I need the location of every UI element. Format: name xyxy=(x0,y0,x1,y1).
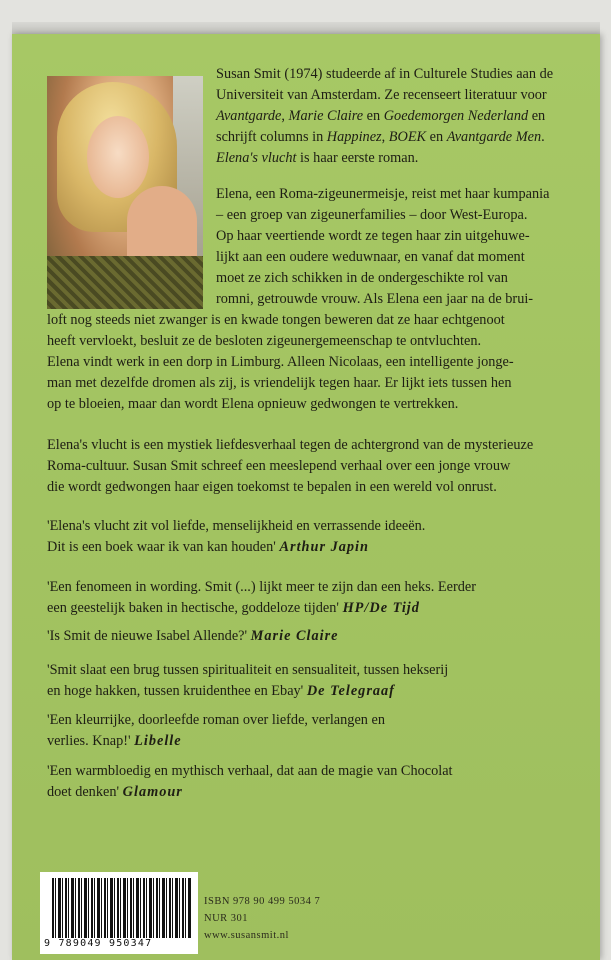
bio-line: Elena's vlucht is haar eerste roman. xyxy=(216,150,419,166)
summary-line: Elena's vlucht is een mystiek liefdesverhaal tegen de achtergrond van de mysterieuze xyxy=(47,437,534,453)
review-quote: 'Is Smit de nieuwe Isabel Allende?' Marie Claire xyxy=(47,628,339,644)
synopsis-line: man met dezelfde dromen als zij, is vriendelijk tegen haar. Er lijkt iets tussen hen xyxy=(47,375,512,391)
review xyxy=(47,626,339,647)
review-quote: doet denken' Glamour xyxy=(47,784,183,800)
review xyxy=(47,761,453,803)
review-quote: 'Elena's vlucht zit vol liefde, menselijkheid en verrassende ideeën. xyxy=(47,518,426,534)
review-source: De Telegraaf xyxy=(306,683,395,699)
barcode xyxy=(40,872,198,954)
synopsis-line: Elena, een Roma-zigeunermeisje, reist met haar kumpania xyxy=(216,186,550,202)
review-source: Arthur Japin xyxy=(279,539,369,555)
nur-code: NUR 301 xyxy=(204,913,249,924)
bio-line: Avantgarde, Marie Claire en Goedemorgen Nederland en xyxy=(216,108,546,124)
review xyxy=(47,516,425,558)
review-source: Glamour xyxy=(122,784,183,800)
synopsis-wrapped xyxy=(216,184,549,310)
review-quote: 'Smit slaat een brug tussen spiritualiteit en sensualiteit, tussen hekserij xyxy=(47,662,449,678)
author-bio xyxy=(216,64,553,169)
review-quote: en hoge hakken, tussen kruidenthee en Ebay' De Telegraaf xyxy=(47,683,395,699)
synopsis-line: lijkt aan een oudere weduwnaar, en vanaf dat moment xyxy=(216,249,525,265)
bio-line: Universiteit van Amsterdam. Ze recenseert literatuur voor xyxy=(216,87,547,103)
review xyxy=(47,710,385,752)
review-source: Marie Claire xyxy=(250,628,339,644)
summary-line: Roma-cultuur. Susan Smit schreef een meeslepend verhaal over een jonge vrouw xyxy=(47,458,511,474)
barcode-bars xyxy=(52,878,192,938)
synopsis-line: op te bloeien, maar dan wordt Elena opnieuw gedwongen te vertrekken. xyxy=(47,396,459,412)
review xyxy=(47,660,448,702)
author-photo xyxy=(47,76,203,309)
review-quote: een geestelijk baken in hectische, goddeloze tijden' HP/De Tijd xyxy=(47,600,420,616)
bio-line: schrijft columns in Happinez, BOEK en Avantgarde Men. xyxy=(216,129,545,145)
review-quote: 'Een fenomeen in wording. Smit (...) lijkt meer te zijn dan een heks. Eerder xyxy=(47,579,476,595)
synopsis-line: loft nog steeds niet zwanger is en kwade tongen beweren dat ze haar echtgenoot xyxy=(47,312,505,328)
barcode-number: 9 789049 950347 xyxy=(44,938,153,949)
synopsis-line: Op haar veertiende wordt ze tegen haar zin uitgehuwe- xyxy=(216,228,530,244)
review-quote: Dit is een boek waar ik van kan houden' Arthur Japin xyxy=(47,539,369,555)
review-source: HP/De Tijd xyxy=(342,600,420,616)
website: www.susansmit.nl xyxy=(204,930,289,941)
review-source: Libelle xyxy=(134,733,182,749)
review-quote: 'Een warmbloedig en mythisch verhaal, dat aan de magie van Chocolat xyxy=(47,763,453,779)
review-quote: verlies. Knap!' Libelle xyxy=(47,733,182,749)
summary xyxy=(47,435,533,498)
synopsis-line: moet ze zich schikken in de ondergeschikte rol van xyxy=(216,270,508,286)
review xyxy=(47,577,476,619)
synopsis-full xyxy=(47,310,514,415)
review-quote: 'Een kleurrijke, doorleefde roman over liefde, verlangen en xyxy=(47,712,386,728)
summary-line: die wordt gedwongen haar eigen toekomst te bepalen in een wereld vol onrust. xyxy=(47,479,497,495)
bio-line: Susan Smit (1974) studeerde af in Culturele Studies aan de xyxy=(216,66,554,82)
synopsis-line: Elena vindt werk in een dorp in Limburg. Alleen Nicolaas, een intelligente jonge- xyxy=(47,354,514,370)
isbn-block xyxy=(204,893,320,944)
synopsis-line: heeft vervloekt, besluit ze de besloten zigeunergemeenschap te ontvluchten. xyxy=(47,333,482,349)
synopsis-line: – een groep van zigeunerfamilies – door West-Europa. xyxy=(216,207,528,223)
isbn-number: ISBN 978 90 499 5034 7 xyxy=(204,896,321,907)
synopsis-line: romni, getrouwde vrouw. Als Elena een jaar na de brui- xyxy=(216,291,534,307)
